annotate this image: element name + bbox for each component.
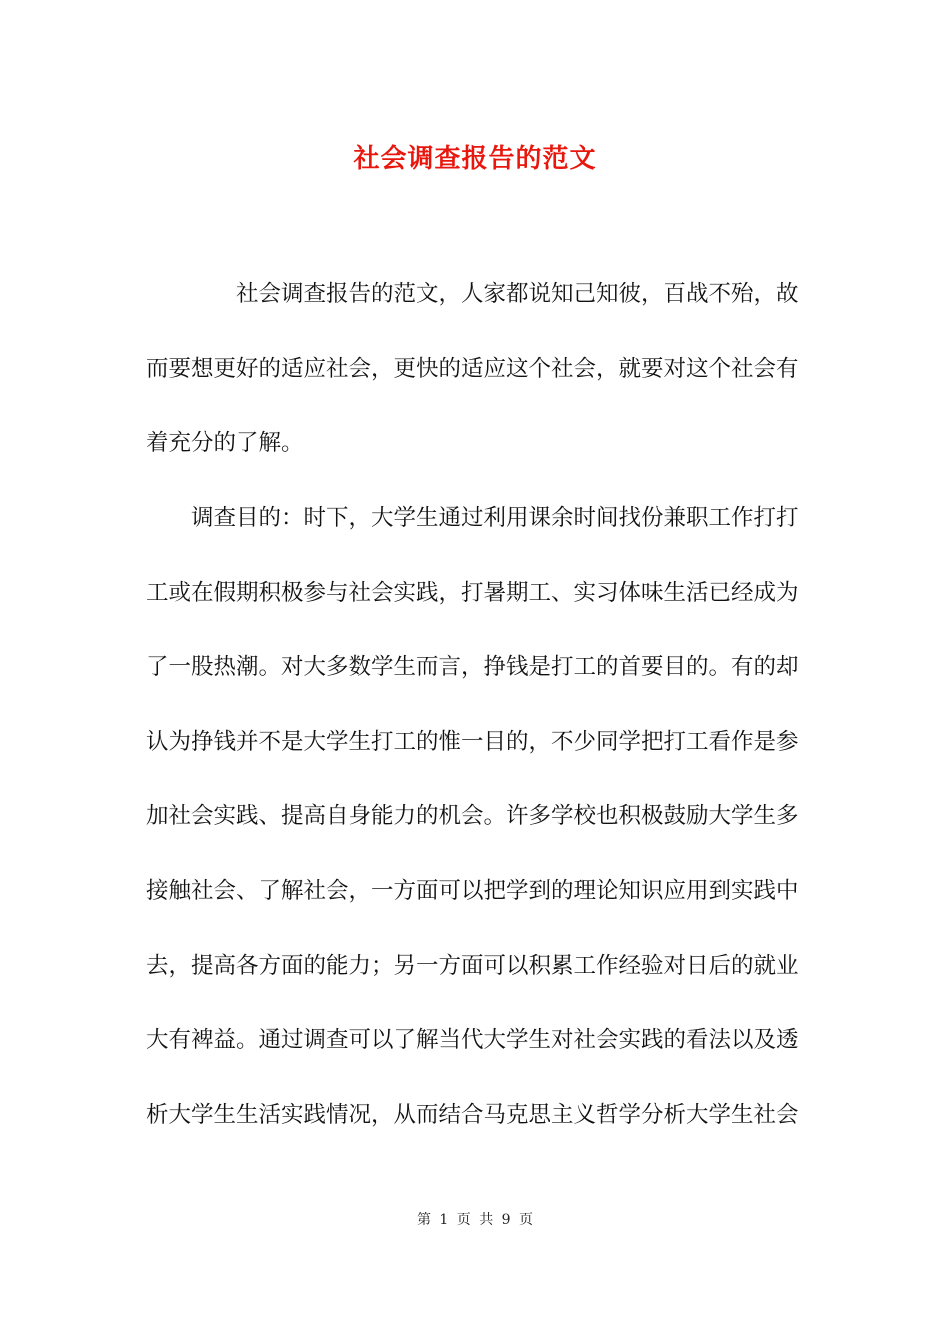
purpose-paragraph: 调查目的：时下，大学生通过利用课余时间找份兼职工作打打工或在假期积极参与社会实践，打暑期工、实习体味生活已经成为了一股热潮。对大多数学生而言，挣钱是打工的首要目的。有的却认为挣钱并不是大学生打工的惟一目的，不少同学把打工看作是参加社会实践、提高自身能力的机会。许多学校也积极鼓励大学生多接触社会、了解社会，一方面可以把学到的理论知识应用到实践中去，提高各方面的能力；另一方面可以积累工作经验对日后的就业大有裨益。通过调查可以了解当代大学生对社会实践的看法以及透析大学生生活实践情况，从而结合马克思主义哲学分析大学生社会 <box>146 505 799 1128</box>
page-title: 社会调查报告的范文 <box>353 144 597 174</box>
intro-paragraph: 社会调查报告的范文，人家都说知己知彼，百战不殆，故而要想更好的适应社会，更快的适应这个社会，就要对这个社会有着充分的了解。 <box>146 281 799 457</box>
page-number-footer: 第 1 页 共 9 页 <box>416 1212 534 1228</box>
